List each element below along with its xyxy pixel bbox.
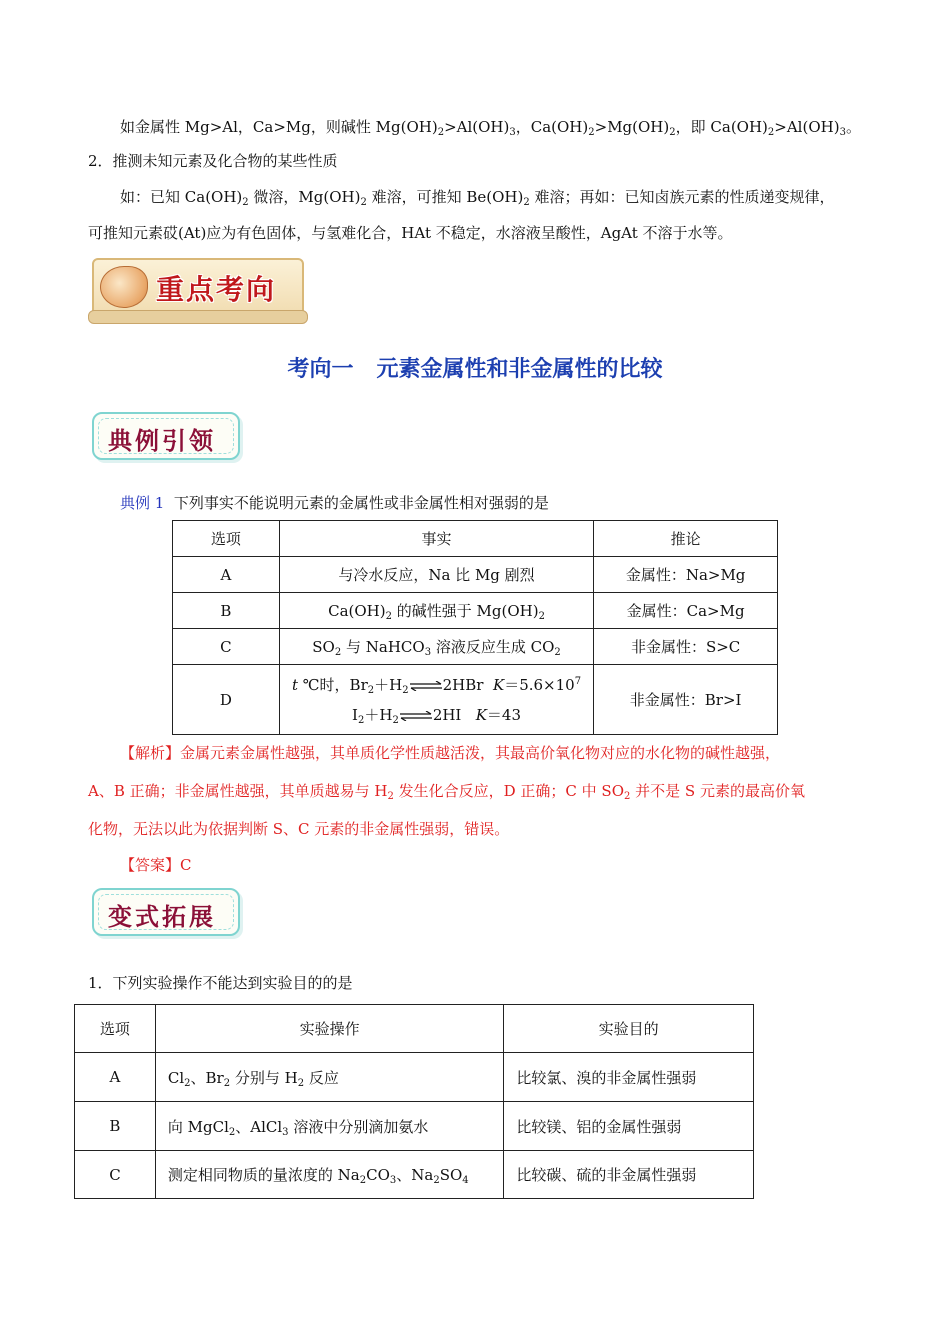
example-1-table [172,520,778,735]
item-2-title: 2．推测未知元素及化合物的某些性质 [88,152,338,170]
table-row: B $Ca(OH)_2$ 的碱性强于 $Mg(OH)_2$ 金属性：Ca>Mg [173,593,778,629]
table-row: B 向 MgCl$_2$、AlCl$_3$ 溶液中分别滴加氨水 比较镁、铝的金属性强弱 [75,1102,754,1151]
analysis-line-1: 【解析】金属元素金属性越强，其单质化学性质越活泼，其最高价氧化物对应的水化物的碱性越强， [120,744,781,762]
item-2-line-2: 可推知元素砹(At)应为有色固体，与氢难化合，HAt 不稳定，水溶液呈酸性，AgAt 不溶于水等。 [88,224,733,242]
exercise-1-table [74,1004,754,1199]
extend-tag [92,888,240,936]
answer-value: C [180,856,192,874]
intro-line-1: 如金属性 Mg>Al，Ca>Mg，则碱性 $Mg(OH)_2>Al(OH)_3$，$Ca(OH)_2>Mg(OH)_2$，即 $Ca(OH)_2>Al(OH)_3$。 [120,118,861,138]
equilibrium-arrow-icon [399,711,433,721]
banner-scroll [88,310,308,324]
analysis-line-2: A、B 正确；非金属性越强，其单质越易与 $H_2$ 发生化合反应，D 正确；C 中 $SO_2$ 并不是 S 元素的最高价氧 [88,782,805,802]
extend-tag-title: 变式拓展 [108,903,216,931]
example-1-question: 典例 1 下列事实不能说明元素的金属性或非金属性相对强弱的是 [120,494,549,512]
analysis-line-3: 化物，无法以此为依据判断 S、C 元素的非金属性强弱，错误。 [88,820,510,838]
table-row: D t ℃时，$Br_2+H_2$ 2HBr $K=5.6\times 10^7$ $I_2+H_2$ 2HI K＝43 非金属性：Br>I [173,665,778,735]
example-1-label: 典例 1 [120,494,165,512]
answer-label: 【答案】 [120,856,181,874]
section-heading: 考向一 元素金属性和非金属性的比较 [287,357,663,382]
exercise-1-question: 1．下列实验操作不能达到实验目的的是 [88,974,353,992]
table-row: A 与冷水反应，Na 比 Mg 剧烈 金属性：Na>Mg [173,557,778,593]
equation-1: t ℃时，$Br_2+H_2$ 2HBr $K=5.6\times 10^7$ [291,675,582,696]
example-tag [92,412,240,460]
item-2-line-1: 如：已知 $Ca(OH)_2$ 微溶，$Mg(OH)_2$ 难溶，可推知 $Be(OH)_2$ 难溶；再如：已知卤族元素的性质递变规律， [120,188,835,208]
table-row: A $Cl_2$、$Br_2$ 分别与 $H_2$ 反应 比较氯、溴的非金属性强弱 [75,1053,754,1102]
table-header-row: 选项 实验操作 实验目的 [75,1005,754,1053]
banner-title: 重点考向 [156,273,277,306]
seashell-icon [100,266,148,308]
table-header-row: 选项 事实 推论 [173,521,778,557]
table-row: C $SO_2$ 与 NaHCO$_3$ 溶液反应生成 $CO_2$ 非金属性：S>C [173,629,778,665]
answer-line [120,854,192,876]
analysis-label: 【解析】 [120,744,181,762]
equation-2: $I_2+H_2$ 2HI K＝43 [352,705,521,726]
key-direction-banner [92,258,304,318]
table-row: C 测定相同物质的量浓度的 $Na_2CO_3$、$Na_2SO_4$ 比较碳、硫的非金属性强弱 [75,1151,754,1199]
example-tag-title: 典例引领 [108,427,216,455]
equilibrium-arrow-icon [409,681,443,691]
